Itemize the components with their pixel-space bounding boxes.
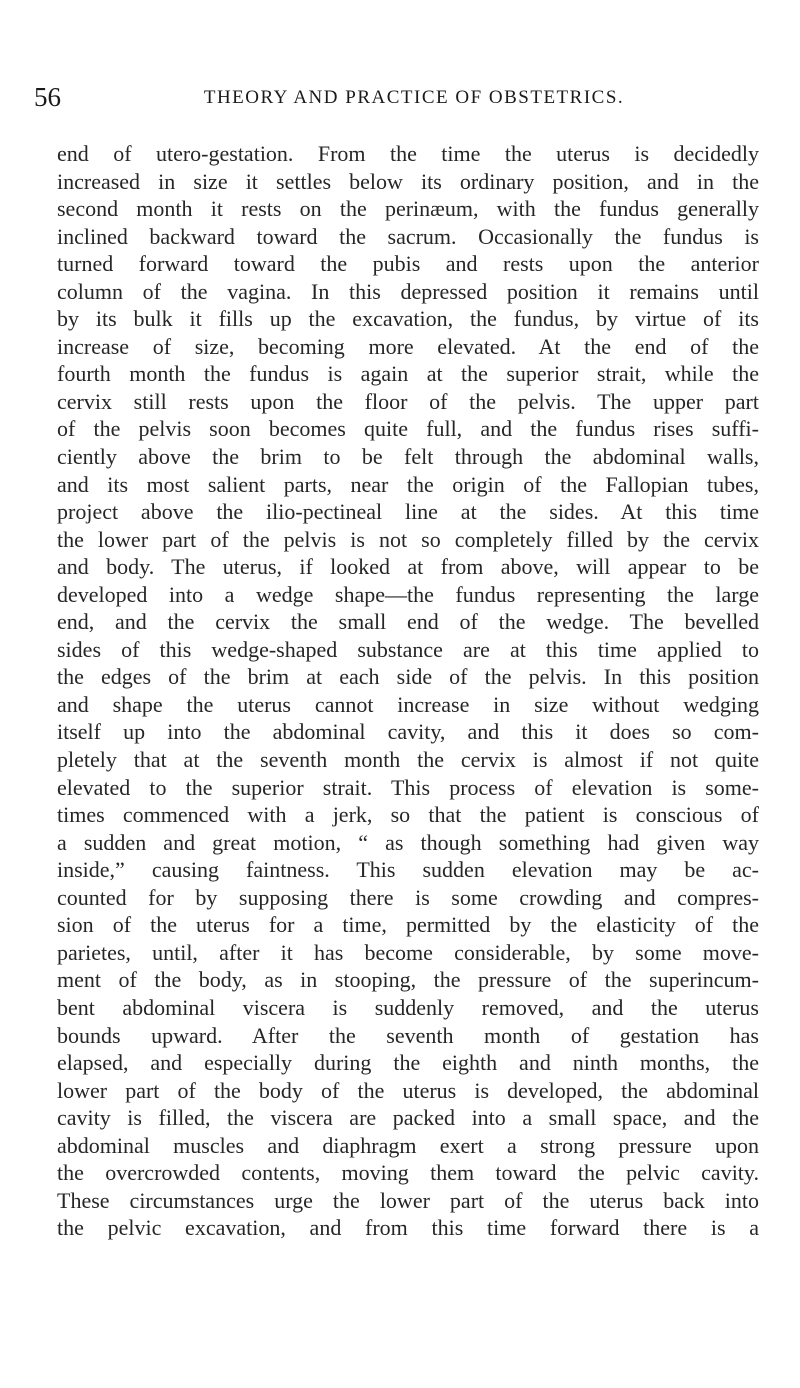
- text-line: a sudden and great motion, “ as though something had given way: [57, 829, 759, 855]
- text-line: column of the vagina. In this depressed position it remains until: [57, 278, 759, 304]
- text-line: turned forward toward the pubis and rests upon the anterior: [57, 251, 759, 277]
- text-line: bounds upward. After the seventh month of gestation has: [57, 1022, 759, 1048]
- text-line: of the pelvis soon becomes quite full, and the fundus rises suffi-: [57, 416, 759, 442]
- text-line: inside,” causing faintness. This sudden elevation may be ac-: [57, 857, 759, 883]
- text-line: and shape the uterus cannot increase in size without wedging: [57, 691, 759, 717]
- text-line: ciently above the brim to be felt through the abdominal walls,: [57, 444, 759, 470]
- text-line: parietes, until, after it has become considerable, by some move-: [57, 939, 759, 965]
- text-line: bent abdominal viscera is suddenly removed, and the uterus: [57, 994, 759, 1020]
- text-line: elevated to the superior strait. This process of elevation is some-: [57, 774, 759, 800]
- text-line: increase of size, becoming more elevated. At the end of the: [57, 333, 759, 359]
- text-line: and body. The uterus, if looked at from above, will appear to be: [57, 554, 759, 580]
- text-line: the overcrowded contents, moving them toward the pelvic cavity.: [57, 1160, 759, 1186]
- text-line: sion of the uterus for a time, permitted by the elasticity of the: [57, 912, 759, 938]
- running-head: THEORY AND PRACTICE OF OBSTETRICS.: [203, 87, 625, 108]
- text-line: by its bulk it fills up the excavation, the fundus, by virtue of its: [57, 306, 759, 332]
- text-line: the pelvic excavation, and from this time forward there is a: [57, 1215, 759, 1241]
- text-line: counted for by supposing there is some crowding and compres-: [57, 884, 759, 910]
- text-line: increased in size it settles below its ordinary position, and in the: [57, 168, 759, 194]
- text-line: the lower part of the pelvis is not so completely filled by the cervix: [57, 526, 759, 552]
- text-line: elapsed, and especially during the eighth and ninth months, the: [57, 1050, 759, 1076]
- text-line: itself up into the abdominal cavity, and this it does so com-: [57, 719, 759, 745]
- text-line: fourth month the fundus is again at the superior strait, while the: [57, 361, 759, 387]
- page-number: 56: [34, 82, 61, 112]
- text-line: inclined backward toward the sacrum. Occasionally the fundus is: [57, 223, 759, 249]
- text-line: times commenced with a jerk, so that the patient is conscious of: [57, 802, 759, 828]
- text-line: cervix still rests upon the floor of the pelvis. The upper part: [57, 388, 759, 414]
- body-paragraph: [57, 140, 759, 1242]
- text-line: lower part of the body of the uterus is developed, the abdominal: [57, 1077, 759, 1103]
- text-line: cavity is filled, the viscera are packed into a small space, and the: [57, 1105, 759, 1131]
- text-line: abdominal muscles and diaphragm exert a strong pressure upon: [57, 1132, 759, 1158]
- text-line: sides of this wedge-shaped substance are at this time applied to: [57, 636, 759, 662]
- page-header: [34, 80, 754, 114]
- text-line: developed into a wedge shape—the fundus representing the large: [57, 581, 759, 607]
- text-line: second month it rests on the perinæum, with the fundus generally: [57, 196, 759, 222]
- text-line: These circumstances urge the lower part of the uterus back into: [57, 1187, 759, 1213]
- text-line: project above the ilio-pectineal line at the sides. At this time: [57, 499, 759, 525]
- text-line: and its most salient parts, near the origin of the Fallopian tubes,: [57, 471, 759, 497]
- text-line: end, and the cervix the small end of the wedge. The bevelled: [57, 609, 759, 635]
- text-line: the edges of the brim at each side of the pelvis. In this position: [57, 664, 759, 690]
- text-line: pletely that at the seventh month the cervix is almost if not quite: [57, 747, 759, 773]
- text-line: end of utero-gestation. From the time the uterus is decidedly: [57, 141, 759, 166]
- text-line: ment of the body, as in stooping, the pressure of the superincum-: [57, 967, 759, 993]
